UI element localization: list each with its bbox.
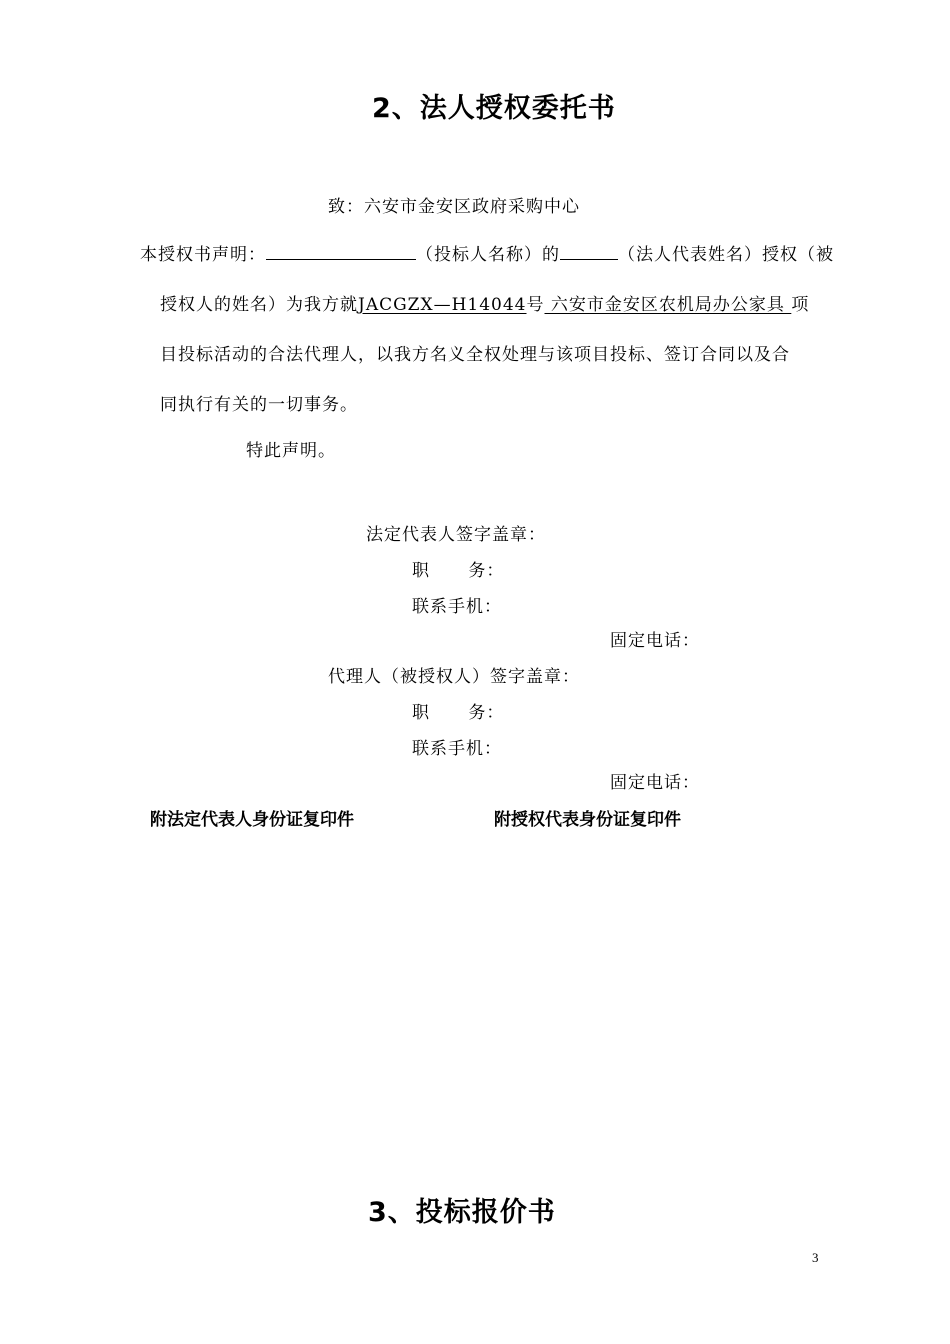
page-title: 2、法人授权委托书	[372, 93, 616, 124]
bidder-name-blank[interactable]	[266, 243, 416, 260]
declaration-line-2-hao: 号	[526, 295, 545, 315]
declaration-prefix: 本授权书声明：	[140, 245, 266, 265]
special-statement: 特此声明。	[246, 441, 336, 461]
agent-mobile-label: 联系手机：	[412, 739, 502, 759]
agent-position-label: 职 务：	[412, 703, 505, 723]
bidder-name-note: （投标人名称）的	[416, 245, 560, 265]
agent-sign-label: 代理人（被授权人）签字盖章：	[328, 667, 580, 687]
declaration-line-3: 目投标活动的合法代理人，以我方名义全权处理与该项目投标、签订合同以及合	[160, 345, 790, 365]
agent-phone-label: 固定电话：	[610, 773, 700, 793]
legal-rep-phone-label: 固定电话：	[610, 631, 700, 651]
declaration-line-2	[160, 290, 809, 315]
declaration-line-1	[140, 240, 834, 265]
legal-rep-name-note: （法人代表姓名）授权（被	[618, 245, 834, 265]
attachment-agent-id: 附授权代表身份证复印件	[494, 810, 681, 830]
next-section-title: 3、投标报价书	[368, 1197, 556, 1228]
legal-rep-position-label: 职 务：	[412, 561, 505, 581]
declaration-line-2-start: 授权人的姓名）为我方就	[160, 295, 358, 315]
project-number: JACGZX—H14044	[358, 295, 527, 315]
legal-rep-mobile-label: 联系手机：	[412, 597, 502, 617]
recipient-line: 致：六安市金安区政府采购中心	[328, 197, 580, 217]
declaration-line-2-end: 项	[791, 295, 810, 315]
page-number: 3	[812, 1250, 819, 1265]
attachment-legal-rep-id: 附法定代表人身份证复印件	[150, 810, 354, 830]
project-name: 六安市金安区农机局办公家具	[544, 295, 792, 315]
legal-rep-name-blank[interactable]	[560, 243, 618, 260]
legal-rep-sign-label: 法定代表人签字盖章：	[366, 525, 546, 545]
declaration-line-4: 同执行有关的一切事务。	[160, 395, 358, 415]
